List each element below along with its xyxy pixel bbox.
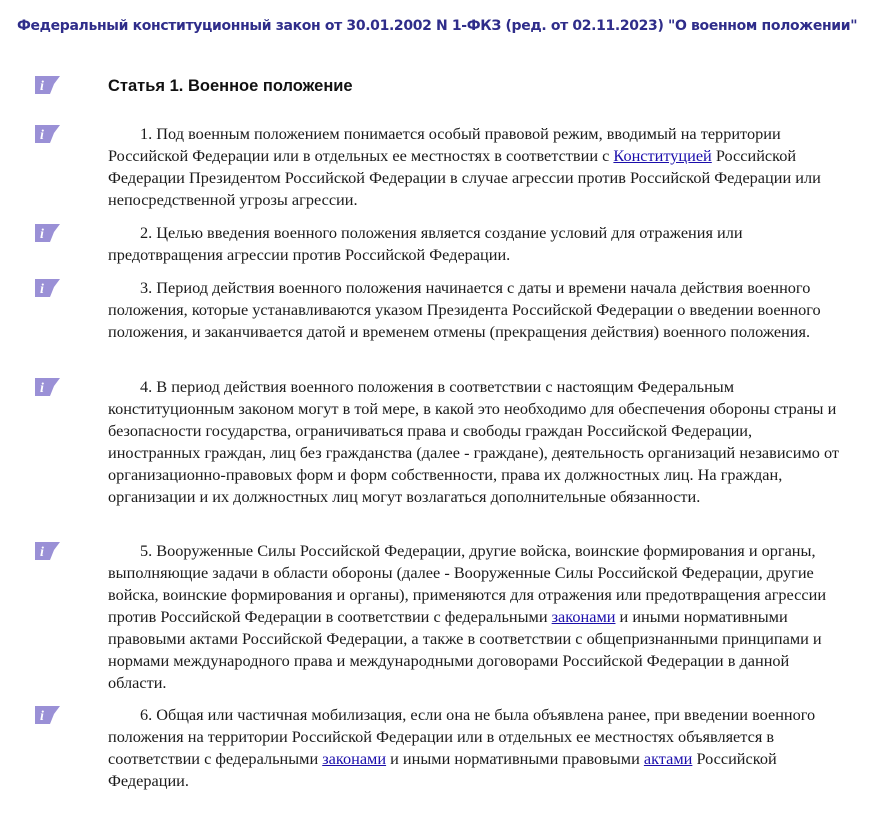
inline-reference-link[interactable]: актами bbox=[643, 749, 693, 768]
svg-text:i: i bbox=[40, 381, 44, 396]
svg-text:i: i bbox=[40, 709, 44, 724]
paragraph-text: 3. Период действия военного положения начинается с даты и времени начала действия военного положения, которые устанавливаются указом Президента Российской Федерации о введении военного положения, и заканчивается датой и временем отмены (прекращения действия) военного положения. bbox=[108, 278, 821, 341]
paragraph-text: 1. Под военным положением понимается особый правовой режим, вводимый на территории Российской Федерации или в отдельных ее местностях в соответствии с bbox=[108, 124, 781, 165]
svg-text:i: i bbox=[40, 79, 44, 94]
info-comment-icon[interactable] bbox=[33, 541, 61, 561]
paragraph-text: 4. В период действия военного положения в соответствии с настоящим Федеральным конституционным законом могут в той мере, в какой это необходимо для обеспечения обороны страны и безопасности государства, ограничиваться права и свободы граждан Российской Федерации, иностранных граждан, лиц без гражданства (далее - граждане), деятельность организаций независимо от организационно-правовых форм и форм собственности, права их должностных лиц. На граждан, организации и их должностных лиц могут возлагаться дополнительные обязанности. bbox=[108, 377, 840, 506]
article-title: Статья 1. Военное положение bbox=[108, 77, 353, 95]
article-paragraph-3 bbox=[108, 277, 848, 343]
svg-text:i: i bbox=[40, 545, 44, 560]
info-comment-icon[interactable] bbox=[33, 75, 61, 95]
document-header: Федеральный конституционный закон от 30.01.2002 N 1-ФКЗ (ред. от 02.11.2023) "О военном положении" bbox=[17, 18, 858, 34]
info-comment-icon[interactable] bbox=[33, 278, 61, 298]
inline-reference-link[interactable]: законами bbox=[551, 607, 616, 626]
article-paragraph-6 bbox=[108, 704, 848, 792]
article-paragraph-4 bbox=[108, 376, 848, 508]
article-paragraph-5 bbox=[108, 540, 848, 694]
article-paragraph-1 bbox=[108, 123, 848, 211]
svg-text:i: i bbox=[40, 227, 44, 242]
paragraph-text: и иными нормативными правовыми bbox=[386, 749, 644, 768]
paragraph-text: и иными нормативными правовыми актами Российской Федерации, а также в соответствии с общепризнанными принципами и нормами международного права и международными договорами Российской Федерации в данной области. bbox=[108, 607, 822, 692]
inline-reference-link[interactable]: законами bbox=[322, 749, 387, 768]
paragraph-text: 6. Общая или частичная мобилизация, если она не была объявлена ранее, при введении военного положения на территории Российской Федерации или в отдельных ее местностях объявляется в соответствии с федеральными bbox=[108, 705, 816, 768]
info-comment-icon[interactable] bbox=[33, 705, 61, 725]
svg-text:i: i bbox=[40, 128, 44, 143]
info-comment-icon[interactable] bbox=[33, 124, 61, 144]
paragraph-text: Российской Федерации. bbox=[108, 749, 777, 790]
paragraph-text: Российской Федерации Президентом Российской Федерации в случае агрессии против Российской Федерации или непосредственной угрозы агрессии. bbox=[108, 146, 821, 209]
info-comment-icon[interactable] bbox=[33, 223, 61, 243]
paragraph-text: 2. Целью введения военного положения является создание условий для отражения или предотвращения агрессии против Российской Федерации. bbox=[108, 223, 743, 264]
svg-text:i: i bbox=[40, 282, 44, 297]
inline-reference-link[interactable]: Конституцией bbox=[613, 146, 712, 165]
info-comment-icon[interactable] bbox=[33, 377, 61, 397]
paragraph-text: 5. Вооруженные Силы Российской Федерации, другие войска, воинские формирования и органы, выполняющие задачи в области обороны (далее - Вооруженные Силы Российской Федерации, другие войска, воинские формирования и органы), применяются для отражения или предотвращения агрессии против Российской Федерации в соответствии с федеральными bbox=[108, 541, 827, 626]
article-paragraph-2 bbox=[108, 222, 848, 266]
